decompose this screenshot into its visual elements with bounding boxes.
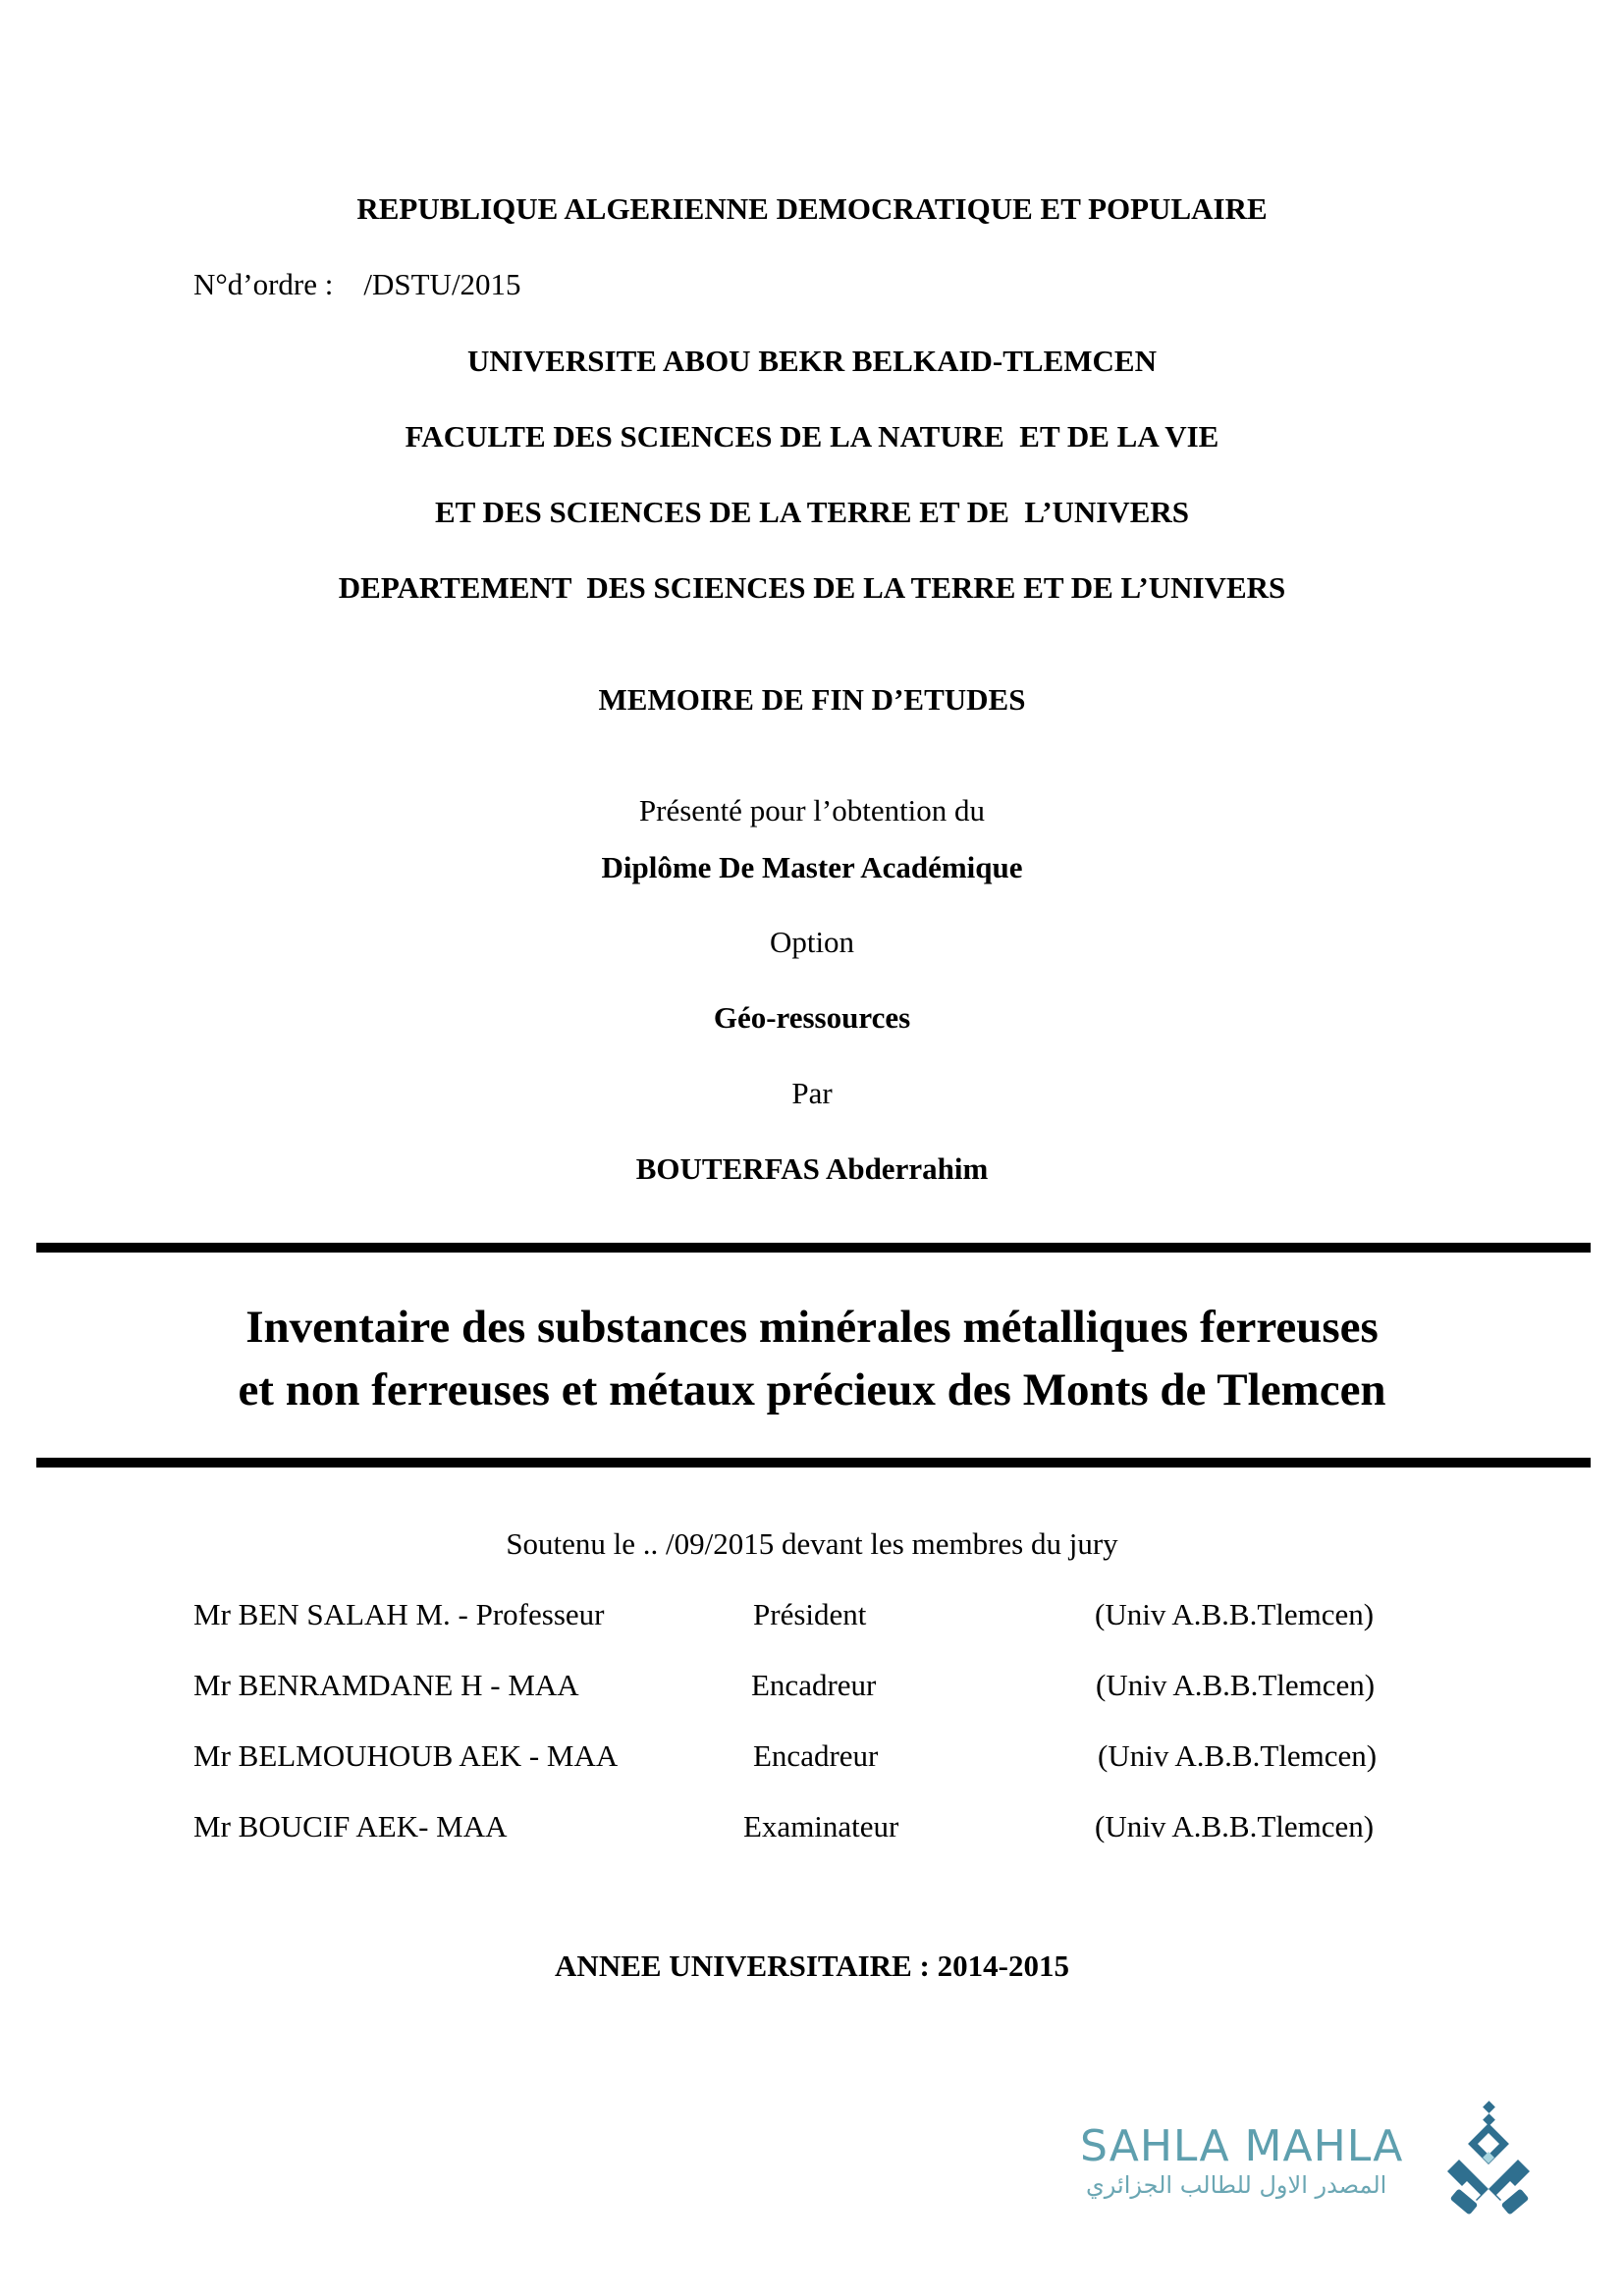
faculty-line-2: ET DES SCIENCES DE LA TERRE ET DE L’UNIVERS bbox=[434, 495, 1190, 529]
diploma-name: Diplôme De Master Académique bbox=[601, 850, 1023, 884]
presented-for: Présenté pour l’obtention du bbox=[638, 793, 986, 828]
bottom-rule bbox=[36, 1458, 1591, 1468]
jury-name: Mr BENRAMDANE H - MAA bbox=[193, 1668, 579, 1702]
jury-role: Examinateur bbox=[743, 1809, 899, 1843]
thesis-type: MEMOIRE DE FIN D’ETUDES bbox=[598, 682, 1026, 717]
by-label: Par bbox=[791, 1076, 833, 1110]
thesis-title-line-1: Inventaire des substances minérales métalliques ferreuses bbox=[245, 1302, 1379, 1353]
sahla-mahla-logo bbox=[1080, 2101, 1542, 2218]
jury-affiliation: (Univ A.B.B.Tlemcen) bbox=[1096, 1668, 1376, 1702]
jury-row bbox=[193, 1809, 1470, 1844]
jury-name: Mr BELMOUHOUB AEK - MAA bbox=[193, 1738, 619, 1773]
logo-wordmark: SAHLA MAHLA bbox=[1080, 2121, 1404, 2171]
thesis-title-line-2: et non ferreuses et métaux précieux des Monts de Tlemcen bbox=[238, 1364, 1386, 1415]
author-name: BOUTERFAS Abderrahim bbox=[635, 1151, 989, 1186]
jury-affiliation: (Univ A.B.B.Tlemcen) bbox=[1095, 1809, 1375, 1843]
jury-affiliation: (Univ A.B.B.Tlemcen) bbox=[1095, 1597, 1375, 1631]
jury-row bbox=[193, 1668, 1470, 1703]
jury-role: Encadreur bbox=[751, 1668, 877, 1702]
jury-role: Encadreur bbox=[753, 1738, 879, 1773]
academic-year: ANNEE UNIVERSITAIRE : 2014-2015 bbox=[555, 1949, 1069, 1983]
jury-row bbox=[193, 1597, 1470, 1632]
top-rule bbox=[36, 1243, 1591, 1253]
university-name: UNIVERSITE ABOU BEKR BELKAID-TLEMCEN bbox=[467, 344, 1157, 378]
logo-tagline: المصدر الاول للطالب الجزائري bbox=[1086, 2171, 1387, 2199]
defense-intro: Soutenu le .. /09/2015 devant les membres du jury bbox=[506, 1526, 1118, 1561]
faculty-line-1: FACULTE DES SCIENCES DE LA NATURE ET DE LA VIE bbox=[405, 419, 1219, 454]
jury-affiliation: (Univ A.B.B.Tlemcen) bbox=[1098, 1738, 1378, 1773]
department-name: DEPARTEMENT DES SCIENCES DE LA TERRE ET DE L’UNIVERS bbox=[338, 570, 1286, 605]
order-number: N°d’ordre : /DSTU/2015 bbox=[193, 267, 521, 301]
option-value: Géo-ressources bbox=[713, 1000, 911, 1035]
jury-role: Président bbox=[753, 1597, 867, 1631]
logo-emblem-icon bbox=[1445, 2101, 1534, 2216]
republic-heading: REPUBLIQUE ALGERIENNE DEMOCRATIQUE ET POPULAIRE bbox=[356, 191, 1268, 226]
jury-name: Mr BEN SALAH M. - Professeur bbox=[193, 1597, 605, 1631]
jury-name: Mr BOUCIF AEK- MAA bbox=[193, 1809, 508, 1843]
option-label: Option bbox=[769, 925, 855, 959]
jury-row bbox=[193, 1738, 1470, 1774]
